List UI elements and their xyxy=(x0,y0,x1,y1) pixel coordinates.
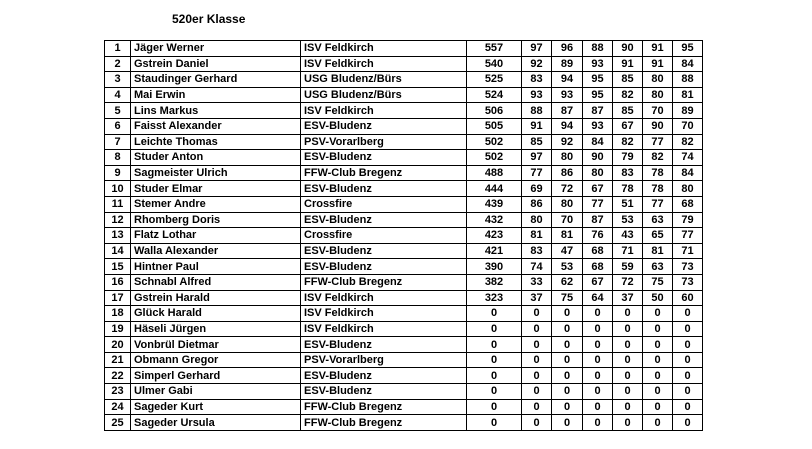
rank-cell: 21 xyxy=(105,352,131,368)
rank-cell: 25 xyxy=(105,415,131,431)
table-row xyxy=(105,228,703,244)
series-score-cell: 51 xyxy=(613,196,643,212)
series-score-cell: 77 xyxy=(643,196,673,212)
club-cell: FFW-Club Bregenz xyxy=(301,399,467,415)
rank-cell: 12 xyxy=(105,212,131,228)
series-score-cell: 74 xyxy=(522,259,552,275)
total-score-cell: 488 xyxy=(467,165,522,181)
series-score-cell: 80 xyxy=(643,72,673,88)
table-row xyxy=(105,259,703,275)
table-row xyxy=(105,134,703,150)
series-score-cell: 77 xyxy=(583,196,613,212)
series-score-cell: 77 xyxy=(673,228,703,244)
series-score-cell: 75 xyxy=(643,274,673,290)
series-score-cell: 90 xyxy=(613,41,643,57)
series-score-cell: 0 xyxy=(522,306,552,322)
series-score-cell: 95 xyxy=(583,87,613,103)
club-cell: ESV-Bludenz xyxy=(301,384,467,400)
series-score-cell: 77 xyxy=(522,165,552,181)
rank-cell: 10 xyxy=(105,181,131,197)
series-score-cell: 97 xyxy=(522,41,552,57)
shooter-name-cell: Gstrein Harald xyxy=(131,290,301,306)
series-score-cell: 81 xyxy=(643,243,673,259)
series-score-cell: 67 xyxy=(583,181,613,197)
series-score-cell: 80 xyxy=(673,181,703,197)
series-score-cell: 70 xyxy=(673,118,703,134)
series-score-cell: 93 xyxy=(583,56,613,72)
series-score-cell: 95 xyxy=(583,72,613,88)
club-cell: ESV-Bludenz xyxy=(301,118,467,134)
table-row xyxy=(105,415,703,431)
shooter-name-cell: Mai Erwin xyxy=(131,87,301,103)
series-score-cell: 75 xyxy=(552,290,583,306)
table-row xyxy=(105,150,703,166)
series-score-cell: 93 xyxy=(522,87,552,103)
total-score-cell: 432 xyxy=(467,212,522,228)
series-score-cell: 0 xyxy=(583,352,613,368)
series-score-cell: 80 xyxy=(552,150,583,166)
series-score-cell: 88 xyxy=(673,72,703,88)
series-score-cell: 0 xyxy=(583,337,613,353)
series-score-cell: 0 xyxy=(673,368,703,384)
series-score-cell: 0 xyxy=(673,321,703,337)
rank-cell: 14 xyxy=(105,243,131,259)
table-row xyxy=(105,212,703,228)
series-score-cell: 82 xyxy=(643,150,673,166)
series-score-cell: 59 xyxy=(613,259,643,275)
series-score-cell: 0 xyxy=(552,399,583,415)
total-score-cell: 323 xyxy=(467,290,522,306)
table-row xyxy=(105,274,703,290)
shooter-name-cell: Sageder Ursula xyxy=(131,415,301,431)
shooter-name-cell: Studer Elmar xyxy=(131,181,301,197)
table-row xyxy=(105,41,703,57)
total-score-cell: 423 xyxy=(467,228,522,244)
series-score-cell: 94 xyxy=(552,118,583,134)
rank-cell: 18 xyxy=(105,306,131,322)
results-table xyxy=(104,40,703,431)
total-score-cell: 502 xyxy=(467,134,522,150)
series-score-cell: 88 xyxy=(583,41,613,57)
series-score-cell: 84 xyxy=(673,165,703,181)
series-score-cell: 73 xyxy=(673,259,703,275)
total-score-cell: 0 xyxy=(467,399,522,415)
series-score-cell: 0 xyxy=(552,321,583,337)
rank-cell: 17 xyxy=(105,290,131,306)
series-score-cell: 62 xyxy=(552,274,583,290)
series-score-cell: 68 xyxy=(583,259,613,275)
rank-cell: 1 xyxy=(105,41,131,57)
club-cell: FFW-Club Bregenz xyxy=(301,165,467,181)
series-score-cell: 0 xyxy=(613,399,643,415)
series-score-cell: 86 xyxy=(522,196,552,212)
series-score-cell: 70 xyxy=(552,212,583,228)
series-score-cell: 0 xyxy=(583,368,613,384)
rank-cell: 16 xyxy=(105,274,131,290)
series-score-cell: 0 xyxy=(522,321,552,337)
series-score-cell: 0 xyxy=(673,415,703,431)
series-score-cell: 60 xyxy=(673,290,703,306)
total-score-cell: 382 xyxy=(467,274,522,290)
series-score-cell: 91 xyxy=(643,56,673,72)
table-row xyxy=(105,243,703,259)
table-row xyxy=(105,118,703,134)
series-score-cell: 94 xyxy=(552,72,583,88)
series-score-cell: 0 xyxy=(643,337,673,353)
series-score-cell: 90 xyxy=(643,118,673,134)
table-row xyxy=(105,87,703,103)
series-score-cell: 84 xyxy=(673,56,703,72)
series-score-cell: 0 xyxy=(643,321,673,337)
club-cell: ISV Feldkirch xyxy=(301,290,467,306)
series-score-cell: 0 xyxy=(522,399,552,415)
series-score-cell: 85 xyxy=(613,72,643,88)
club-cell: ESV-Bludenz xyxy=(301,368,467,384)
total-score-cell: 505 xyxy=(467,118,522,134)
series-score-cell: 96 xyxy=(552,41,583,57)
series-score-cell: 80 xyxy=(643,87,673,103)
series-score-cell: 0 xyxy=(552,337,583,353)
club-cell: USG Bludenz/Bürs xyxy=(301,87,467,103)
series-score-cell: 0 xyxy=(643,384,673,400)
series-score-cell: 82 xyxy=(613,134,643,150)
rank-cell: 20 xyxy=(105,337,131,353)
shooter-name-cell: Flatz Lothar xyxy=(131,228,301,244)
series-score-cell: 33 xyxy=(522,274,552,290)
series-score-cell: 0 xyxy=(673,352,703,368)
shooter-name-cell: Faisst Alexander xyxy=(131,118,301,134)
table-row xyxy=(105,337,703,353)
club-cell: FFW-Club Bregenz xyxy=(301,274,467,290)
results-table-body xyxy=(105,41,703,431)
series-score-cell: 0 xyxy=(522,415,552,431)
shooter-name-cell: Ulmer Gabi xyxy=(131,384,301,400)
table-row xyxy=(105,321,703,337)
series-score-cell: 0 xyxy=(552,352,583,368)
series-score-cell: 71 xyxy=(673,243,703,259)
shooter-name-cell: Studer Anton xyxy=(131,150,301,166)
club-cell: Crossfire xyxy=(301,228,467,244)
club-cell: ESV-Bludenz xyxy=(301,212,467,228)
series-score-cell: 67 xyxy=(613,118,643,134)
table-row xyxy=(105,196,703,212)
club-cell: ESV-Bludenz xyxy=(301,337,467,353)
series-score-cell: 85 xyxy=(613,103,643,119)
table-row xyxy=(105,368,703,384)
total-score-cell: 0 xyxy=(467,337,522,353)
series-score-cell: 93 xyxy=(552,87,583,103)
series-score-cell: 63 xyxy=(643,259,673,275)
series-score-cell: 89 xyxy=(673,103,703,119)
series-score-cell: 93 xyxy=(583,118,613,134)
shooter-name-cell: Walla Alexander xyxy=(131,243,301,259)
table-row xyxy=(105,399,703,415)
series-score-cell: 0 xyxy=(673,306,703,322)
series-score-cell: 0 xyxy=(522,368,552,384)
series-score-cell: 74 xyxy=(673,150,703,166)
series-score-cell: 83 xyxy=(522,72,552,88)
series-score-cell: 0 xyxy=(673,384,703,400)
rank-cell: 4 xyxy=(105,87,131,103)
series-score-cell: 81 xyxy=(552,228,583,244)
rank-cell: 8 xyxy=(105,150,131,166)
series-score-cell: 65 xyxy=(643,228,673,244)
series-score-cell: 80 xyxy=(552,196,583,212)
series-score-cell: 80 xyxy=(583,165,613,181)
shooter-name-cell: Schnabl Alfred xyxy=(131,274,301,290)
shooter-name-cell: Rhomberg Doris xyxy=(131,212,301,228)
series-score-cell: 0 xyxy=(522,384,552,400)
series-score-cell: 91 xyxy=(643,41,673,57)
series-score-cell: 47 xyxy=(552,243,583,259)
series-score-cell: 97 xyxy=(522,150,552,166)
shooter-name-cell: Sageder Kurt xyxy=(131,399,301,415)
club-cell: ESV-Bludenz xyxy=(301,243,467,259)
table-row xyxy=(105,181,703,197)
series-score-cell: 81 xyxy=(673,87,703,103)
series-score-cell: 76 xyxy=(583,228,613,244)
series-score-cell: 91 xyxy=(613,56,643,72)
series-score-cell: 86 xyxy=(552,165,583,181)
series-score-cell: 0 xyxy=(583,399,613,415)
series-score-cell: 0 xyxy=(583,321,613,337)
series-score-cell: 0 xyxy=(613,352,643,368)
series-score-cell: 53 xyxy=(613,212,643,228)
series-score-cell: 67 xyxy=(583,274,613,290)
series-score-cell: 64 xyxy=(583,290,613,306)
rank-cell: 19 xyxy=(105,321,131,337)
series-score-cell: 87 xyxy=(583,103,613,119)
page-title: 520er Klasse xyxy=(172,12,246,26)
club-cell: ISV Feldkirch xyxy=(301,56,467,72)
total-score-cell: 0 xyxy=(467,352,522,368)
rank-cell: 22 xyxy=(105,368,131,384)
series-score-cell: 68 xyxy=(583,243,613,259)
total-score-cell: 444 xyxy=(467,181,522,197)
rank-cell: 15 xyxy=(105,259,131,275)
series-score-cell: 0 xyxy=(613,321,643,337)
shooter-name-cell: Stemer Andre xyxy=(131,196,301,212)
series-score-cell: 37 xyxy=(613,290,643,306)
rank-cell: 24 xyxy=(105,399,131,415)
shooter-name-cell: Sagmeister Ulrich xyxy=(131,165,301,181)
series-score-cell: 83 xyxy=(613,165,643,181)
series-score-cell: 63 xyxy=(643,212,673,228)
series-score-cell: 79 xyxy=(673,212,703,228)
shooter-name-cell: Leichte Thomas xyxy=(131,134,301,150)
club-cell: ISV Feldkirch xyxy=(301,41,467,57)
series-score-cell: 0 xyxy=(552,306,583,322)
series-score-cell: 81 xyxy=(522,228,552,244)
shooter-name-cell: Häseli Jürgen xyxy=(131,321,301,337)
series-score-cell: 82 xyxy=(673,134,703,150)
series-score-cell: 83 xyxy=(522,243,552,259)
series-score-cell: 69 xyxy=(522,181,552,197)
series-score-cell: 0 xyxy=(673,399,703,415)
series-score-cell: 80 xyxy=(522,212,552,228)
rank-cell: 5 xyxy=(105,103,131,119)
shooter-name-cell: Simperl Gerhard xyxy=(131,368,301,384)
table-row xyxy=(105,165,703,181)
series-score-cell: 50 xyxy=(643,290,673,306)
series-score-cell: 92 xyxy=(522,56,552,72)
total-score-cell: 524 xyxy=(467,87,522,103)
series-score-cell: 0 xyxy=(522,337,552,353)
series-score-cell: 0 xyxy=(643,399,673,415)
club-cell: PSV-Vorarlberg xyxy=(301,134,467,150)
total-score-cell: 502 xyxy=(467,150,522,166)
club-cell: ISV Feldkirch xyxy=(301,306,467,322)
total-score-cell: 0 xyxy=(467,415,522,431)
total-score-cell: 540 xyxy=(467,56,522,72)
series-score-cell: 82 xyxy=(613,87,643,103)
club-cell: FFW-Club Bregenz xyxy=(301,415,467,431)
series-score-cell: 91 xyxy=(522,118,552,134)
series-score-cell: 0 xyxy=(613,337,643,353)
series-score-cell: 0 xyxy=(643,352,673,368)
total-score-cell: 0 xyxy=(467,321,522,337)
rank-cell: 6 xyxy=(105,118,131,134)
total-score-cell: 525 xyxy=(467,72,522,88)
rank-cell: 13 xyxy=(105,228,131,244)
shooter-name-cell: Staudinger Gerhard xyxy=(131,72,301,88)
series-score-cell: 87 xyxy=(552,103,583,119)
total-score-cell: 557 xyxy=(467,41,522,57)
total-score-cell: 506 xyxy=(467,103,522,119)
series-score-cell: 37 xyxy=(522,290,552,306)
club-cell: ISV Feldkirch xyxy=(301,103,467,119)
total-score-cell: 421 xyxy=(467,243,522,259)
series-score-cell: 0 xyxy=(613,384,643,400)
rank-cell: 23 xyxy=(105,384,131,400)
club-cell: Crossfire xyxy=(301,196,467,212)
shooter-name-cell: Vonbrül Dietmar xyxy=(131,337,301,353)
club-cell: ESV-Bludenz xyxy=(301,259,467,275)
rank-cell: 2 xyxy=(105,56,131,72)
series-score-cell: 72 xyxy=(613,274,643,290)
shooter-name-cell: Hintner Paul xyxy=(131,259,301,275)
table-row xyxy=(105,352,703,368)
total-score-cell: 0 xyxy=(467,384,522,400)
table-row xyxy=(105,72,703,88)
club-cell: ISV Feldkirch xyxy=(301,321,467,337)
shooter-name-cell: Obmann Gregor xyxy=(131,352,301,368)
series-score-cell: 72 xyxy=(552,181,583,197)
club-cell: USG Bludenz/Bürs xyxy=(301,72,467,88)
table-row xyxy=(105,306,703,322)
series-score-cell: 0 xyxy=(613,306,643,322)
series-score-cell: 0 xyxy=(583,384,613,400)
total-score-cell: 0 xyxy=(467,306,522,322)
series-score-cell: 85 xyxy=(522,134,552,150)
table-row xyxy=(105,56,703,72)
club-cell: ESV-Bludenz xyxy=(301,150,467,166)
club-cell: PSV-Vorarlberg xyxy=(301,352,467,368)
series-score-cell: 84 xyxy=(583,134,613,150)
series-score-cell: 88 xyxy=(522,103,552,119)
series-score-cell: 68 xyxy=(673,196,703,212)
series-score-cell: 0 xyxy=(552,384,583,400)
series-score-cell: 0 xyxy=(613,415,643,431)
shooter-name-cell: Jäger Werner xyxy=(131,41,301,57)
series-score-cell: 87 xyxy=(583,212,613,228)
total-score-cell: 390 xyxy=(467,259,522,275)
rank-cell: 9 xyxy=(105,165,131,181)
series-score-cell: 89 xyxy=(552,56,583,72)
series-score-cell: 95 xyxy=(673,41,703,57)
total-score-cell: 0 xyxy=(467,368,522,384)
series-score-cell: 70 xyxy=(643,103,673,119)
series-score-cell: 0 xyxy=(643,368,673,384)
series-score-cell: 43 xyxy=(613,228,643,244)
shooter-name-cell: Glück Harald xyxy=(131,306,301,322)
shooter-name-cell: Lins Markus xyxy=(131,103,301,119)
series-score-cell: 73 xyxy=(673,274,703,290)
series-score-cell: 0 xyxy=(673,337,703,353)
rank-cell: 11 xyxy=(105,196,131,212)
total-score-cell: 439 xyxy=(467,196,522,212)
series-score-cell: 0 xyxy=(613,368,643,384)
series-score-cell: 79 xyxy=(613,150,643,166)
table-row xyxy=(105,384,703,400)
table-row xyxy=(105,103,703,119)
series-score-cell: 78 xyxy=(613,181,643,197)
series-score-cell: 0 xyxy=(583,415,613,431)
series-score-cell: 0 xyxy=(522,352,552,368)
shooter-name-cell: Gstrein Daniel xyxy=(131,56,301,72)
series-score-cell: 0 xyxy=(552,415,583,431)
series-score-cell: 92 xyxy=(552,134,583,150)
series-score-cell: 0 xyxy=(643,306,673,322)
series-score-cell: 0 xyxy=(583,306,613,322)
rank-cell: 7 xyxy=(105,134,131,150)
series-score-cell: 78 xyxy=(643,181,673,197)
rank-cell: 3 xyxy=(105,72,131,88)
series-score-cell: 71 xyxy=(613,243,643,259)
table-row xyxy=(105,290,703,306)
series-score-cell: 0 xyxy=(643,415,673,431)
series-score-cell: 0 xyxy=(552,368,583,384)
series-score-cell: 53 xyxy=(552,259,583,275)
series-score-cell: 77 xyxy=(643,134,673,150)
series-score-cell: 78 xyxy=(643,165,673,181)
club-cell: ESV-Bludenz xyxy=(301,181,467,197)
series-score-cell: 90 xyxy=(583,150,613,166)
